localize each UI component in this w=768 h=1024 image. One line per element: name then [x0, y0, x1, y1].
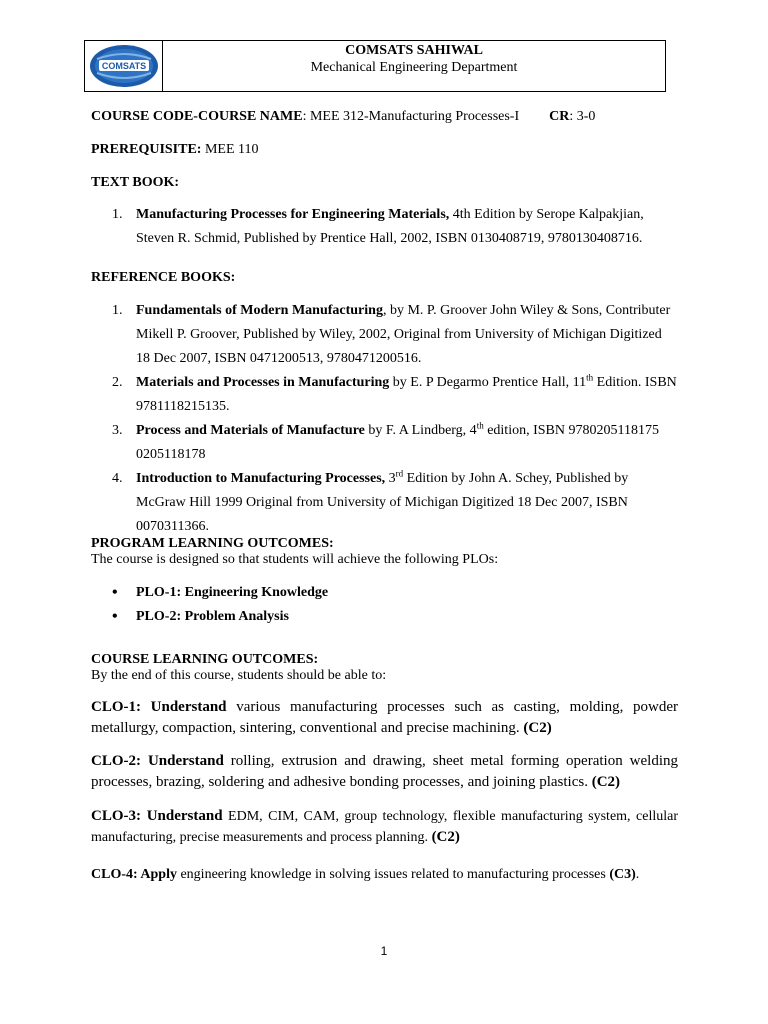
clo-heading: COURSE LEARNING OUTCOMES: [91, 652, 319, 667]
logo-text: COMSATS [101, 61, 146, 71]
textbook-heading: TEXT BOOK: [91, 175, 180, 190]
list-item: 2. Materials and Processes in Manufacturing by E. P Degarmo Prentice Hall, 11th Edition. ISBN 9781118215135. [112, 372, 677, 414]
plo-section [91, 536, 679, 568]
plo-heading: PROGRAM LEARNING OUTCOMES: [91, 536, 334, 551]
references-heading: REFERENCE BOOKS: [91, 270, 236, 285]
logo-cell [85, 41, 163, 91]
prerequisite-label: PREREQUISITE: [91, 142, 202, 157]
clo-4: CLO-4: Apply engineering knowledge in solving issues related to manufacturing processes (C3). [91, 867, 640, 882]
list-item: • PLO-2: Problem Analysis [112, 605, 672, 629]
list-item: 1. Manufacturing Processes for Engineering Materials, 4th Edition by Serope Kalpakjian, Steven R. Schmid, Published by Prentice Hall, 2002, ISBN 0130408719, 9780130408716. [112, 207, 644, 246]
department-name: Mechanical Engineering Department [310, 60, 518, 75]
clo-section [91, 652, 679, 684]
course-code-value: : MEE 312-Manufacturing Processes-I [302, 109, 520, 124]
reference-list [112, 299, 678, 539]
plo-intro: The course is designed so that students will achieve the following PLOs: [91, 552, 499, 567]
clo-1: CLO-1: Understand various manufacturing processes such as casting, molding, powder metallurgy, compaction, sintering, conventional and precise machining. (C2) [91, 699, 678, 736]
course-code-label: COURSE CODE-COURSE NAME [91, 109, 303, 124]
clo-2: CLO-2: Understand rolling, extrusion and drawing, sheet metal forming operation welding processes, brazing, soldering and adhesive bonding processes, and joining plastics. (C2) [91, 753, 678, 790]
clo-intro: By the end of this course, students should be able to: [91, 668, 387, 683]
plo-list [112, 581, 672, 629]
list-item: 1. Fundamentals of Modern Manufacturing, by M. P. Groover John Wiley & Sons, Contributer Mikell P. Groover, Published by Wiley, 2002, Original from University of Michigan Digitized 18 Dec 2007, ISBN 0471200513, 9780471200516. [112, 303, 671, 366]
comsats-logo [89, 44, 159, 88]
textbook-list [112, 203, 678, 251]
list-item: 3. Process and Materials of Manufacture by F. A Lindberg, 4th edition, ISBN 9780205118175 0205118178 [112, 420, 659, 462]
bullet-icon: • [112, 584, 118, 601]
bullet-icon: • [112, 608, 118, 625]
credit-label: CR [549, 109, 570, 124]
page-number: 1 [380, 944, 388, 958]
list-item: • PLO-1: Engineering Knowledge [112, 581, 672, 605]
course-code-line [91, 105, 679, 129]
header-table [84, 40, 666, 92]
credit-value: : 3-0 [569, 109, 596, 124]
header-title-cell [163, 41, 665, 91]
prerequisite-line [91, 138, 679, 162]
prerequisite-value: MEE 110 [201, 142, 259, 157]
institution-name: COMSATS SAHIWAL [345, 43, 483, 58]
list-item: 4. Introduction to Manufacturing Processes, 3rd Edition by John A. Schey, Published by McGraw Hill 1999 Original from University of Michigan Digitized 18 Dec 2007, ISBN 0070311366. [112, 468, 629, 534]
clo-3: CLO-3: Understand EDM, CIM, CAM, group technology, flexible manufacturing system, cellular manufacturing, precise measurements and process planning. (C2) [91, 808, 678, 845]
